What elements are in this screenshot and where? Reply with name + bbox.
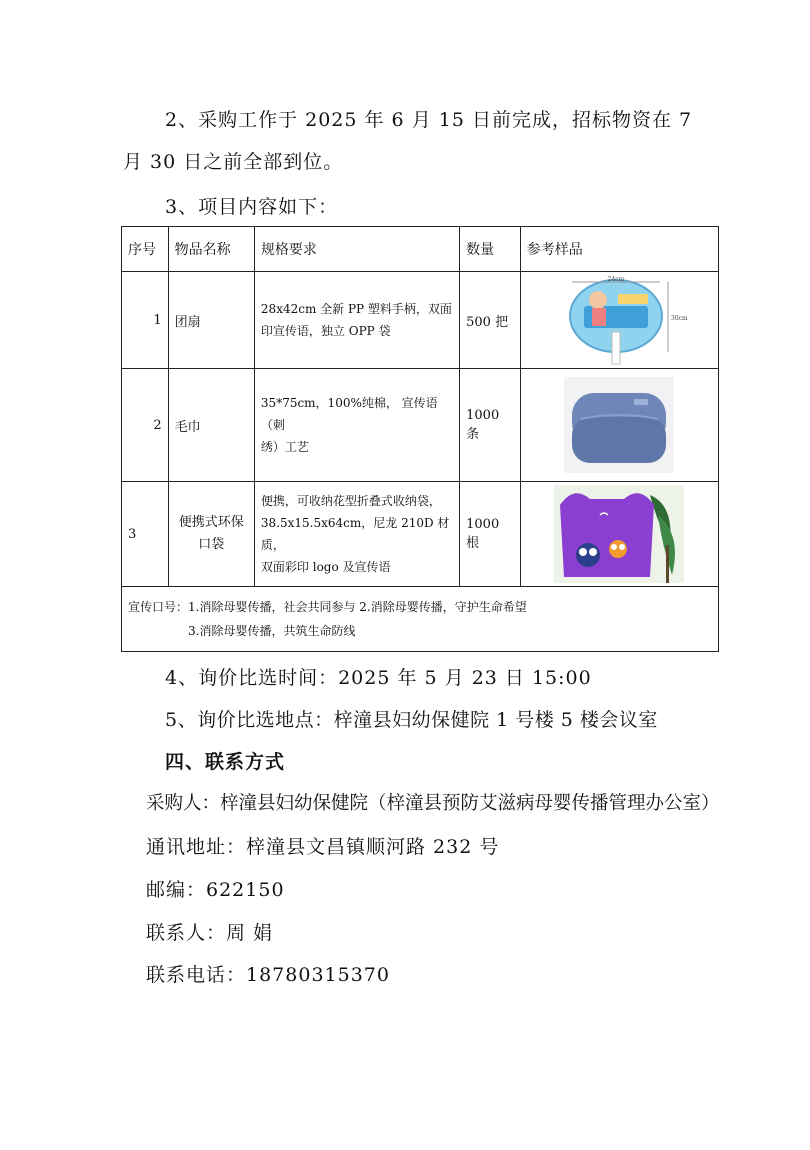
table-header-row xyxy=(122,227,719,272)
row-spec xyxy=(254,272,459,369)
row-index: 1 xyxy=(122,272,169,369)
table-row xyxy=(122,272,719,369)
name-line: 便携式环保 xyxy=(178,515,244,530)
row-sample xyxy=(520,482,718,587)
row-index: 2 xyxy=(122,369,169,482)
bag-image xyxy=(554,485,684,583)
paragraph-item-5: 5、询价比选地点：梓潼县妇幼保健院 1 号楼 5 楼会议室 xyxy=(165,709,658,731)
row-name: 毛巾 xyxy=(168,369,254,482)
spec-line: 便携，可收纳花型折叠式收纳袋， xyxy=(260,494,441,508)
items-table xyxy=(121,226,719,652)
table-row xyxy=(122,369,719,482)
fan-image xyxy=(564,276,689,364)
spec-line: 38.5x15.5x64cm，尼龙 210D 材质， xyxy=(260,516,450,552)
contact-phone: 联系电话：18780315370 xyxy=(146,964,390,986)
fan-height-label: 30cm xyxy=(671,315,689,322)
header-spec: 规格要求 xyxy=(254,227,459,272)
table-row xyxy=(122,482,719,587)
contact-address: 通讯地址：梓潼县文昌镇顺河路 232 号 xyxy=(146,836,500,858)
towel-image xyxy=(564,377,674,473)
row-name: 团扇 xyxy=(168,272,254,369)
header-qty: 数量 xyxy=(460,227,521,272)
name-line: 口袋 xyxy=(198,537,225,552)
spec-line: 双面彩印 logo 及宣传语 xyxy=(260,560,391,574)
spec-line: 35*75cm，100%纯棉， 宣传语（刺 xyxy=(260,396,438,432)
row-index: 3 xyxy=(122,482,169,587)
spec-line: 印宣传语，独立 OPP 袋 xyxy=(260,324,391,338)
fan-width-label: 24cm xyxy=(608,276,625,283)
contact-zip: 邮编：622150 xyxy=(146,879,285,901)
paragraph-item-2-line-1: 2、采购工作于 2025 年 6 月 15 日前完成，招标物资在 7 xyxy=(165,109,693,131)
header-index: 序号 xyxy=(122,227,169,272)
spec-line: 绣）工艺 xyxy=(260,440,309,454)
row-qty: 1000 根 xyxy=(460,482,521,587)
header-name: 物品名称 xyxy=(168,227,254,272)
slogan-line-2: 3.消除母婴传播，共筑生命防线 xyxy=(188,624,356,638)
row-name xyxy=(168,482,254,587)
slogan-row xyxy=(122,587,719,652)
row-sample xyxy=(520,369,718,482)
paragraph-item-2-line-2: 月 30 日之前全部到位。 xyxy=(123,151,344,173)
row-sample xyxy=(520,272,718,369)
spec-line: 28x42cm 全新 PP 塑料手柄，双面 xyxy=(260,302,452,316)
slogan-cell xyxy=(122,587,719,652)
header-sample: 参考样品 xyxy=(520,227,718,272)
slogan-line-1: 宣传口号：1.消除母婴传播，社会共同参与 2.消除母婴传播，守护生命希望 xyxy=(128,600,527,614)
row-qty: 500 把 xyxy=(460,272,521,369)
row-spec xyxy=(254,369,459,482)
row-qty: 1000 条 xyxy=(460,369,521,482)
section-heading-contact: 四、联系方式 xyxy=(165,751,286,773)
contact-person: 联系人：周 娟 xyxy=(146,922,274,944)
paragraph-item-3: 3、项目内容如下： xyxy=(165,196,339,218)
contact-buyer: 采购人：梓潼县妇幼保健院（梓潼县预防艾滋病母婴传播管理办公室） xyxy=(146,793,720,814)
row-spec xyxy=(254,482,459,587)
paragraph-item-4: 4、询价比选时间：2025 年 5 月 23 日 15:00 xyxy=(165,667,592,689)
